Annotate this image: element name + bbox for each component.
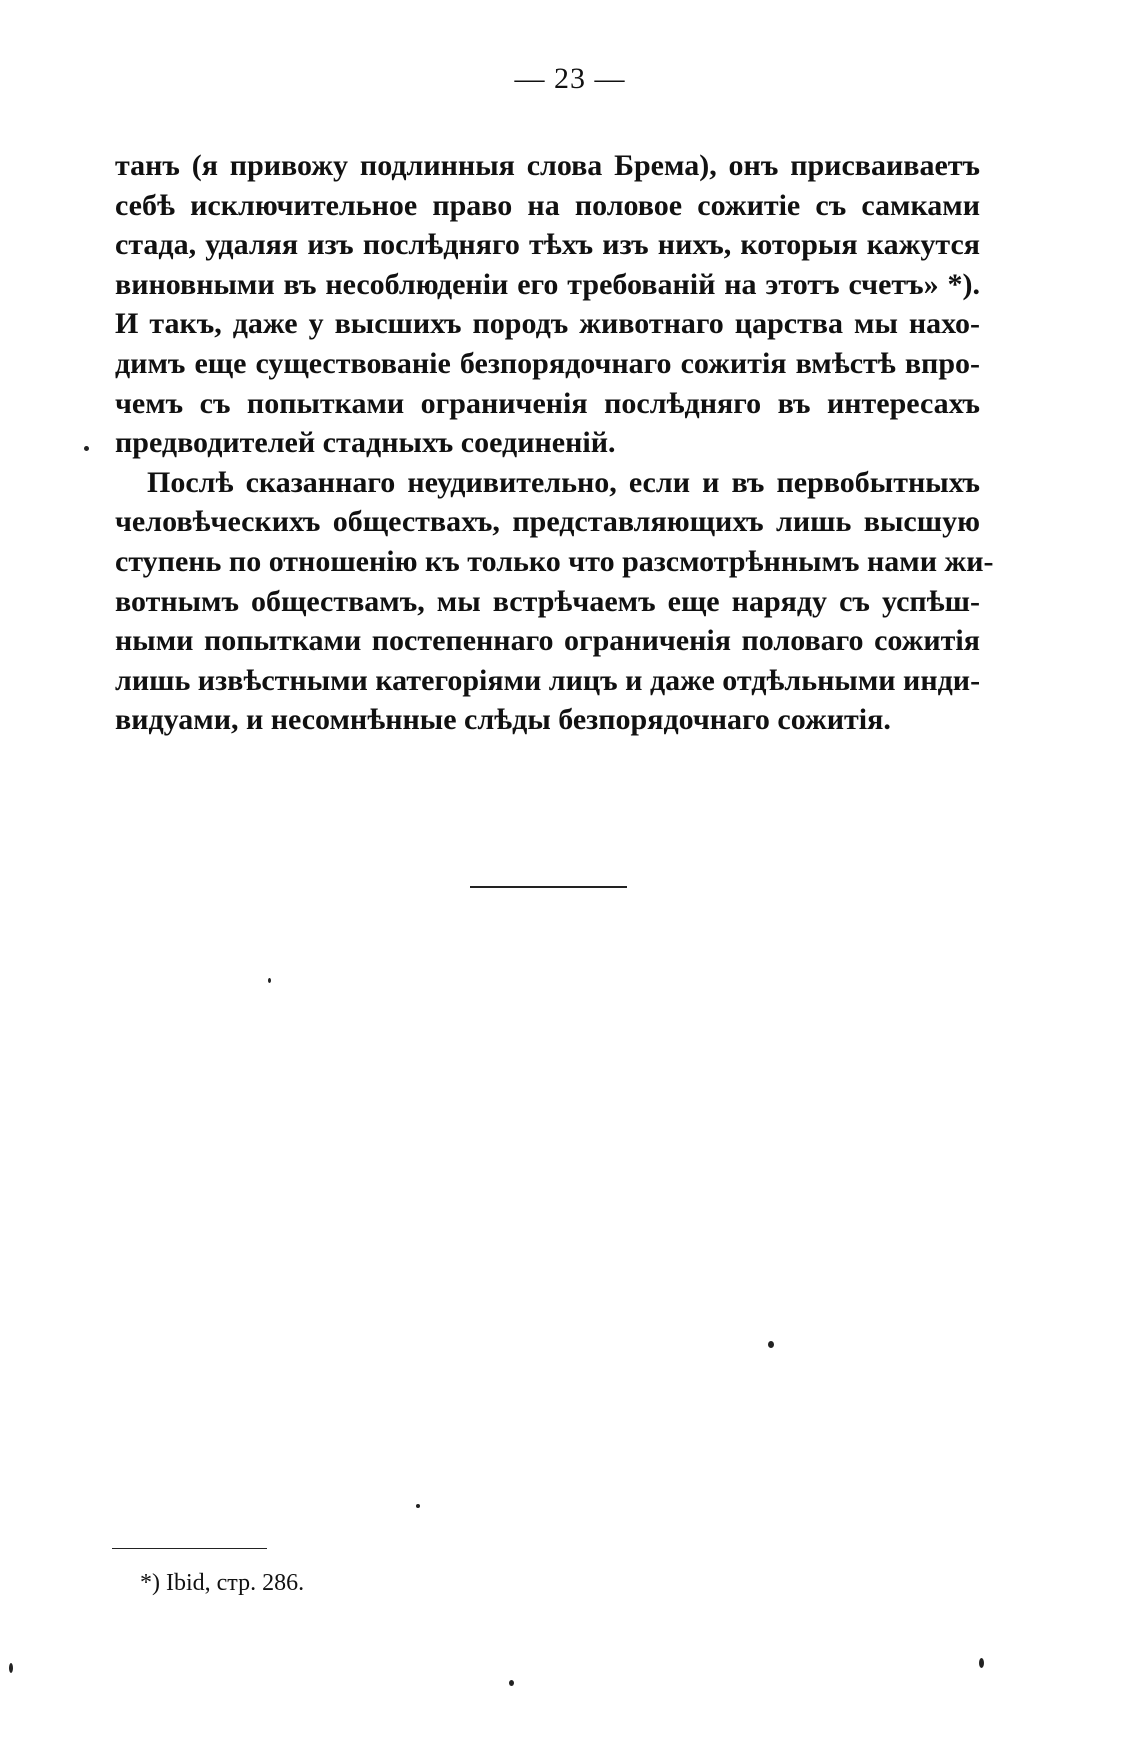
scan-speck: [268, 978, 271, 983]
text-line: ступень по отношенію къ только что разсмотрѣннымъ нами жи-: [115, 544, 994, 578]
scan-speck: [9, 1663, 13, 1673]
text-line: вотнымъ обществамъ, мы встрѣчаемъ еще наряду съ успѣш-: [115, 584, 980, 618]
text-line: И такъ, даже у высшихъ породъ животнаго царства мы нахо-: [115, 307, 980, 341]
text-line: виновными въ несоблюденіи его требованій на этотъ счетъ» *).: [115, 267, 980, 301]
scan-speck: [416, 1504, 420, 1508]
body-text: [115, 146, 994, 740]
text-line: предводителей стадныхъ соединеній.: [115, 426, 616, 460]
page-number: — 23 —: [514, 62, 626, 95]
text-line: лишь извѣстными категоріями лицъ и даже отдѣльными инди-: [115, 663, 981, 697]
text-line: видуами, и несомнѣнные слѣды безпорядочнаго сожитія.: [115, 703, 891, 737]
scan-speck: [768, 1341, 774, 1348]
footnote-divider: [112, 1548, 267, 1549]
text-line: чемъ съ попытками ограниченія послѣдняго въ интересахъ: [115, 386, 980, 420]
text-line: себѣ исключительное право на половое сожитіе съ самками: [115, 188, 980, 222]
paragraph-start-line: Послѣ сказаннаго неудивительно, если и въ первобытныхъ: [147, 465, 980, 499]
scan-speck: [979, 1658, 984, 1668]
text-line: человѣческихъ обществахъ, представляющихъ лишь высшую: [115, 505, 980, 539]
text-line: димъ еще существованіе безпорядочнаго сожитія вмѣстѣ впро-: [115, 346, 980, 380]
section-divider: [470, 886, 627, 888]
text-line: ными попытками постепеннаго ограниченія половаго сожитія: [115, 624, 980, 658]
text-line: танъ (я привожу подлинныя слова Брема), онъ присваиваетъ: [115, 149, 980, 182]
scan-speck: [84, 446, 89, 451]
text-line: стада, удаляя изъ послѣдняго тѣхъ изъ нихъ, которыя кажутся: [115, 228, 980, 262]
scan-speck: [509, 1680, 514, 1686]
footnote: *) Ibid, стр. 286.: [140, 1570, 305, 1596]
